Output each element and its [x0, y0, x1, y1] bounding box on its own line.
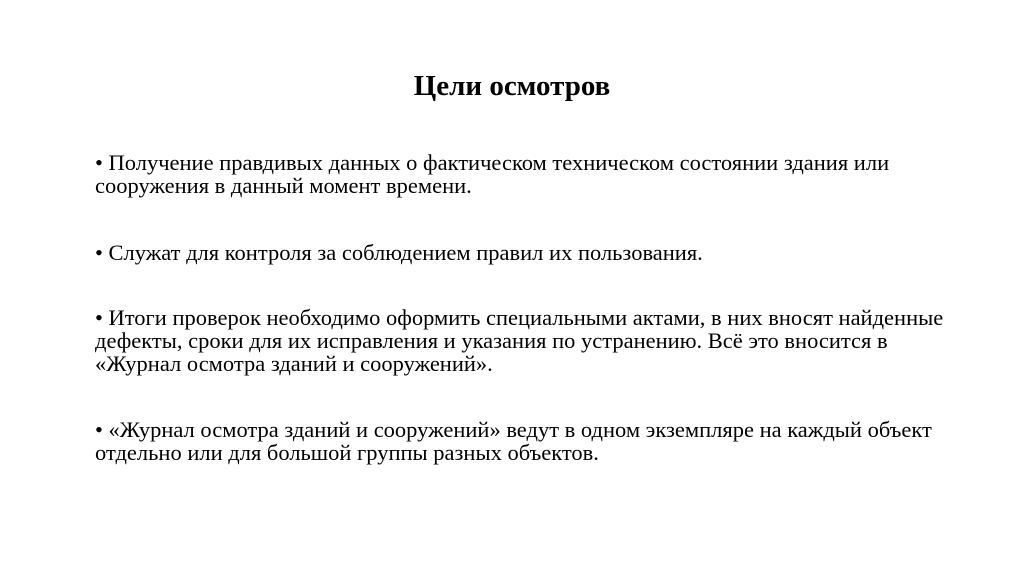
bullet-marker: •	[95, 240, 103, 265]
bullet-text: Служат для контроля за соблюдением правил их пользования.	[108, 240, 703, 265]
bullet-text: Итоги проверок необходимо оформить специальными актами, в них вносят найденные дефекты, сроки для их исправления и указания по устранению. Всё это вносится в «Журнал осмотра зданий и сооружений».	[95, 305, 944, 376]
bullet-text: «Журнал осмотра зданий и сооружений» ведут в одном экземпляре на каждый объект отдельно или для большой группы разных объектов.	[95, 417, 932, 465]
bullet-item	[95, 418, 955, 464]
slide-title: Цели осмотров	[413, 70, 611, 102]
bullet-item	[95, 306, 955, 375]
bullet-text: Получение правдивых данных о фактическом техническом состоянии здания или сооружения в данный момент времени.	[95, 150, 890, 198]
bullet-item	[95, 241, 955, 264]
bullet-marker: •	[95, 150, 103, 175]
bullet-marker: •	[95, 417, 103, 442]
bullet-marker: •	[95, 305, 103, 330]
bullet-list	[95, 151, 955, 464]
bullet-item	[95, 151, 955, 197]
